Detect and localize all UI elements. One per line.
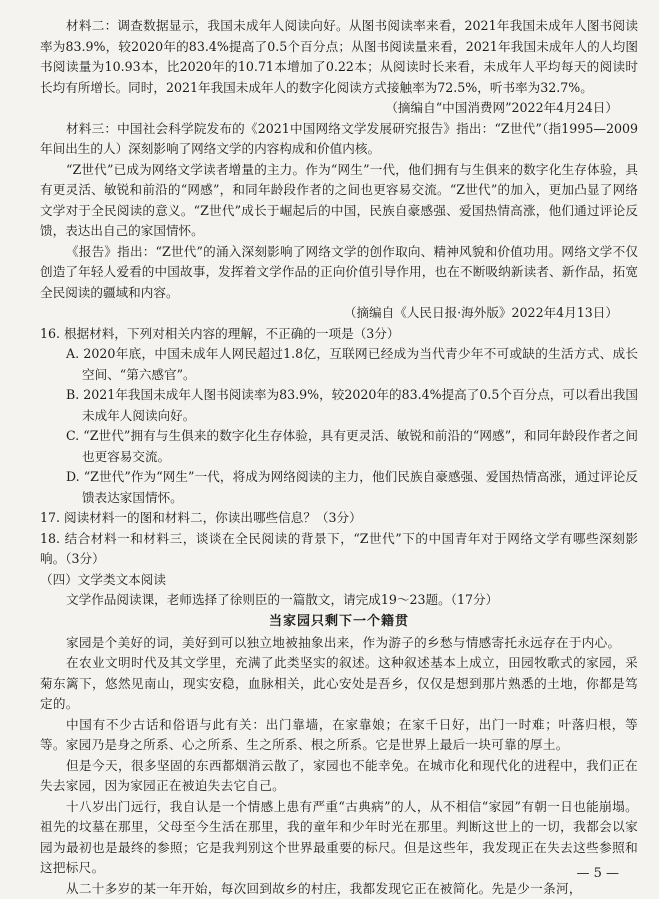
essay-body <box>40 633 638 899</box>
essay-paragraph: 但是今天，很多坚固的东西都烟消云散了，家园也不能幸免。在城市化和现代化的进程中，我们正在失去家园，因为家园正在被迫失去它自己。 <box>40 756 638 797</box>
material-three-p3: 《报告》指出：“Z世代”的涌入深刻影响了网络文学的创作取向、精神风貌和价值功用。网络文学不仅创造了年轻人爱看的中国故事，发挥着文学作品的正向价值引导作用，也在不断吸纳新读者、新作品，拓宽全民阅读的疆域和内容。 <box>40 242 638 304</box>
question-16: 16. 根据材料，下列对相关内容的理解，不正确的一项是（3分） <box>40 324 638 345</box>
essay-paragraph: 中国有不少古话和俗语与此有关：出门靠墙，在家靠娘；在家千日好，出门一时难；叶落归根，等等。家园乃是身之所系、心之所系、生之所系、根之所系。它是世界上最后一块可靠的厚土。 <box>40 715 638 756</box>
essay-paragraph: 家园是个美好的词，美好到可以独立地被抽象出来，作为游子的乡愁与情感寄托永远存在于内心。 <box>40 633 638 654</box>
section-four-intro: 文学作品阅读课，老师选择了徐则臣的一篇散文，请完成19～23题。（17分） <box>40 590 638 611</box>
question-18: 18. 结合材料一和材料三，谈谈在全民阅读的背景下，“Z世代”下的中国青年对于网络文学有哪些深刻影响。（3分） <box>40 529 638 570</box>
material-three-intro: 材料三：中国社会科学院发布的《2021中国网络文学发展研究报告》指出：“Z世代”（指1995—2009年间出生的人）深刻影响了网络文学的内容构成和价值内核。 <box>40 119 638 160</box>
question-17: 17. 阅读材料一的图和材料二，你读出哪些信息？（3分） <box>40 508 638 529</box>
section-four-heading: （四）文学类文本阅读 <box>40 570 638 591</box>
essay-title: 当家园只剩下一个籍贯 <box>40 611 638 633</box>
question-16-option-b: B. 2021年我国未成年人图书阅读率为83.9%，较2020年的83.4%提高了0.5个百分点，可以看出我国未成年人阅读向好。 <box>56 385 638 426</box>
material-three-p2: “Z世代”已成为网络文学读者增量的主力。作为“网生”一代，他们拥有与生俱来的数字化生存体验，具有更灵活、敏锐和前沿的“网感”，和同年龄段作者的之间也更容易交流。“Z世代”的加入，更加凸显了网络文学对于全民阅读的意义。“Z世代”成长于崛起后的中国，民族自豪感强、爱国热情高涨，他们通过评论反馈，表达出自己的家国情怀。 <box>40 160 638 242</box>
material-two: 材料二：调查数据显示，我国未成年人阅读向好。从图书阅读率来看，2021年我国未成年人图书阅读率为83.9%，较2020年的83.4%提高了0.5个百分点；从图书阅读量来看，2021年我国未成年人的人均图书阅读量为10.93本，比2020年的10.71本增加了0.22本；从阅读时长来看，未成年人平均每天的阅读时长均有所增长。同时，2021年我国未成年人的数字化阅读方式接触率为72.5%，听书率为32.7%。 <box>40 16 638 98</box>
essay-paragraph: 从二十多岁的某一年开始，每次回到故乡的村庄，我都发现它正在被简化。先是少一条河， <box>40 879 638 899</box>
material-two-source: （摘编自“中国消费网”2022年4月24日） <box>40 98 638 119</box>
essay-paragraph: 在农业文明时代及其文学里，充满了此类坚实的叙述。这种叙述基本上成立，田园牧歌式的家园，采菊东篱下，悠然见南山，现实安稳，血脉相关，此心安处是吾乡，仅仅是想到那片熟悉的土地，你都是笃定的。 <box>40 653 638 715</box>
question-16-option-c: C. “Z世代”拥有与生俱来的数字化生存体验，具有更灵活、敏锐和前沿的“网感”，和同年龄段作者之间也更容易交流。 <box>56 426 638 467</box>
question-16-option-d: D. “Z世代”作为“网生”一代，将成为网络阅读的主力，他们民族自豪感强、爱国热情高涨，通过评论反馈表达家国情怀。 <box>56 467 638 508</box>
page-body <box>40 16 638 899</box>
essay-paragraph: 十八岁出门远行，我自认是一个情感上患有严重“古典病”的人，从不相信“家园”有朝一日也能崩塌。祖先的坟墓在那里，父母至今生活在那里，我的童年和少年时光在那里。判断这世上的一切，我都会以家园为最初也是最终的参照；它是我判别这个世界最重要的标尺。但是这些年，我发现正在失去这些参照和这把标尺。 <box>40 797 638 879</box>
page-number: — 5 — <box>576 866 619 881</box>
question-16-option-a: A. 2020年底，中国未成年人网民超过1.8亿，互联网已经成为当代青少年不可或缺的生活方式、成长空间、“第六感官”。 <box>56 344 638 385</box>
material-three-source: （摘编自《人民日报·海外版》2022年4月13日） <box>40 303 638 324</box>
